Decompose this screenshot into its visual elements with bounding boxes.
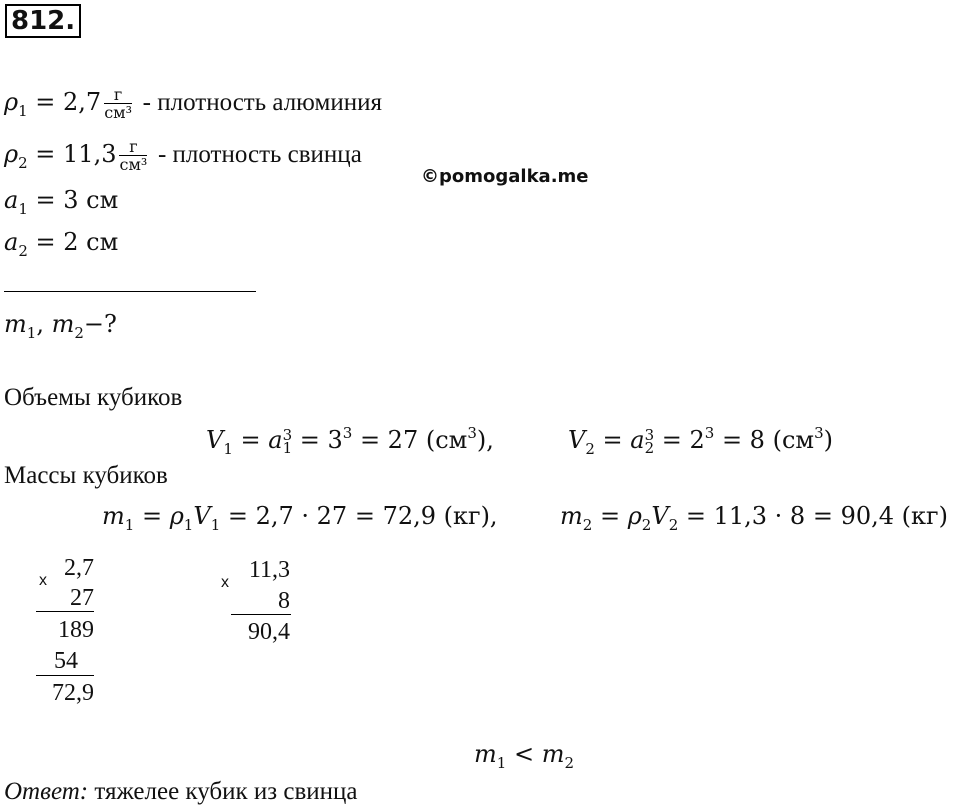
calc1-sign: x xyxy=(39,572,47,589)
v2-a: a xyxy=(630,426,645,454)
v2-res: = 8 (см xyxy=(714,426,815,454)
v1-mid: = 3 xyxy=(292,426,343,454)
mass-m1 xyxy=(102,502,498,534)
m2-idx: 2 xyxy=(582,516,593,534)
calc2-a: 11,3 xyxy=(248,557,290,583)
v1-a-sub: 1 xyxy=(282,438,293,457)
m1-V-idx: 1 xyxy=(210,516,221,534)
rho2-symbol: ρ xyxy=(4,140,19,168)
v1-pow: 3 xyxy=(342,424,353,442)
cmp-op: < xyxy=(506,740,542,768)
cmp-i2: 2 xyxy=(564,754,574,772)
rho1-desc: - плотность алюминия xyxy=(142,89,382,116)
m1-lhs: m xyxy=(102,502,125,530)
v2-mid: = 2 xyxy=(654,426,705,454)
v2-a-sub: 2 xyxy=(644,438,655,457)
m1-rho: ρ xyxy=(169,502,184,530)
calc2-b: 8 xyxy=(278,588,290,614)
m2-rest: = 11,3 · 8 = 90,4 (кг) xyxy=(678,502,948,530)
find-m2-index: 2 xyxy=(74,324,84,342)
v2-end: ) xyxy=(823,426,833,454)
volumes-heading: Объемы кубиков xyxy=(4,384,183,411)
m2-V: V xyxy=(651,502,669,530)
v2-a-scripts xyxy=(644,425,655,457)
v1-a-sup: 3 xyxy=(282,425,293,444)
m2-rho: ρ xyxy=(627,502,642,530)
find-line xyxy=(4,310,117,342)
a1-symbol: a xyxy=(4,186,19,214)
rho2-index: 2 xyxy=(18,154,28,172)
given-a1 xyxy=(4,186,118,218)
rho1-symbol: ρ xyxy=(4,88,19,116)
m1-V: V xyxy=(193,502,211,530)
calc1-a: 2,7 xyxy=(64,555,94,581)
masses-heading: Массы кубиков xyxy=(4,462,168,489)
m1-rest: = 2,7 · 27 = 72,9 (кг), xyxy=(220,502,498,530)
v1-res: = 27 (см xyxy=(352,426,468,454)
rho1-unit-den: см³ xyxy=(104,103,133,122)
v1-eq: = xyxy=(232,426,269,454)
given-divider xyxy=(4,291,256,292)
watermark: ©pomogalka.me xyxy=(421,166,589,187)
v1-a: a xyxy=(268,426,283,454)
rho1-unit xyxy=(104,86,132,121)
rho1-unit-num: г xyxy=(104,86,132,104)
volume-v2 xyxy=(568,424,833,458)
cmp-m1: m xyxy=(474,740,497,768)
mass-m2 xyxy=(560,502,948,534)
v2-idx: 2 xyxy=(585,440,595,458)
find-m2: m xyxy=(51,310,75,338)
calc1-p2: 54 xyxy=(54,648,78,674)
rho2-desc: - плотность свинца xyxy=(157,141,362,168)
v2-res-pow: 3 xyxy=(814,424,824,442)
m1-idx: 1 xyxy=(124,516,135,534)
a1-value: = 3 см xyxy=(35,186,119,214)
answer-label: Ответ: xyxy=(4,778,89,805)
v2-a-sup: 3 xyxy=(644,425,655,444)
calc1-line2 xyxy=(36,675,94,676)
rho1-value: = 2,7 xyxy=(35,88,102,116)
calc2-line xyxy=(231,614,291,615)
m1-eq: = xyxy=(134,502,170,530)
v1-res-pow: 3 xyxy=(467,424,477,442)
find-sep: , xyxy=(36,310,52,338)
a2-value: = 2 см xyxy=(35,228,119,256)
a1-index: 1 xyxy=(18,200,28,218)
given-rho1 xyxy=(4,86,382,121)
find-m1: m xyxy=(4,310,27,338)
find-m1-index: 1 xyxy=(26,324,37,342)
m2-eq: = xyxy=(592,502,628,530)
a2-symbol: a xyxy=(4,228,19,256)
rho1-index: 1 xyxy=(18,102,28,120)
v1-end: ), xyxy=(476,426,494,454)
m1-rho-idx: 1 xyxy=(183,516,194,534)
cmp-i1: 1 xyxy=(496,754,507,772)
answer xyxy=(4,778,358,806)
cmp-m2: m xyxy=(541,740,565,768)
given-rho2 xyxy=(4,138,362,173)
volume-v1 xyxy=(206,424,494,458)
v1-idx: 1 xyxy=(223,440,233,458)
calc1-b: 27 xyxy=(70,585,94,611)
calc1-p1: 189 xyxy=(58,617,94,643)
rho2-unit xyxy=(119,138,147,173)
calc2-result: 90,4 xyxy=(248,619,290,645)
calc1-line1 xyxy=(36,611,94,612)
calc1-result: 72,9 xyxy=(52,680,94,706)
answer-text: тяжелее кубик из свинца xyxy=(88,778,358,805)
rho2-value: = 11,3 xyxy=(35,140,117,168)
m2-lhs: m xyxy=(560,502,583,530)
v2-eq: = xyxy=(594,426,631,454)
m2-rho-idx: 2 xyxy=(641,516,652,534)
rho2-unit-num: г xyxy=(119,138,147,156)
comparison xyxy=(474,740,574,772)
find-tail: −? xyxy=(83,310,117,338)
m2-V-idx: 2 xyxy=(668,516,679,534)
a2-index: 2 xyxy=(18,242,28,260)
v2-pow: 3 xyxy=(704,424,715,442)
v1-lhs: V xyxy=(206,426,224,454)
rho2-unit-den: см³ xyxy=(119,155,148,174)
given-a2 xyxy=(4,228,118,260)
v1-a-scripts xyxy=(282,425,293,457)
calc2-sign: x xyxy=(221,574,229,591)
problem-number: 812. xyxy=(5,4,81,38)
v2-lhs: V xyxy=(568,426,586,454)
